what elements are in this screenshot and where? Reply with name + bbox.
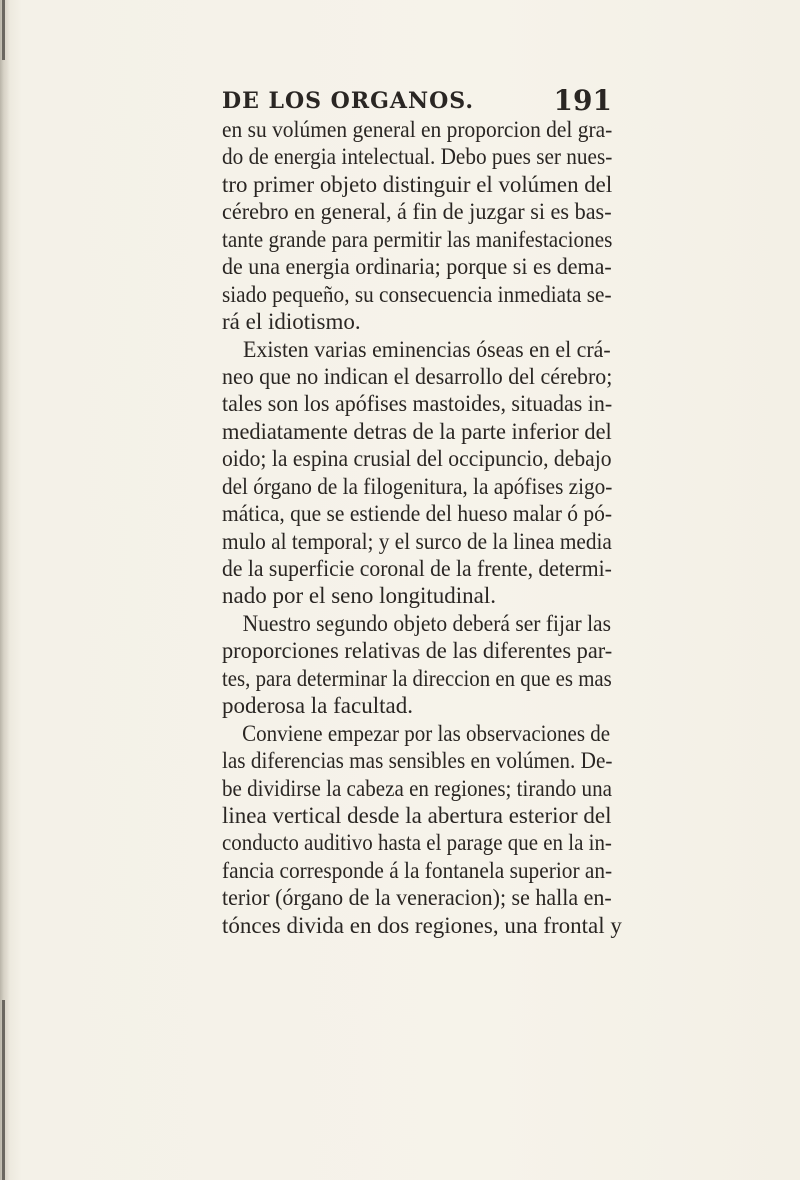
page-header bbox=[222, 84, 612, 118]
text-line: proporciones relativas de las diferentes par- bbox=[222, 638, 613, 664]
text-line: do de energia intelectual. Debo pues ser nues- bbox=[222, 144, 613, 170]
text-line: cérebro en general, á fin de juzgar si es bas- bbox=[222, 199, 612, 225]
text-line: oido; la espina crusial del occipuncio, debajo bbox=[222, 446, 612, 472]
text-line: siado pequeño, su consecuencia inmediata se- bbox=[222, 281, 612, 307]
text-line: de la superficie coronal de la frente, determi- bbox=[222, 556, 612, 581]
text-line: rá el idiotismo. bbox=[222, 309, 361, 335]
text-line: las diferencias mas sensibles en volúmen. De- bbox=[222, 748, 613, 774]
text-line: conducto auditivo hasta el parage que en la in- bbox=[222, 830, 612, 856]
edge-mark bbox=[2, 1000, 5, 1180]
text-line: linea vertical desde la abertura esterior del bbox=[222, 802, 612, 828]
page-number: 191 bbox=[553, 84, 612, 117]
text-line: Conviene empezar por las observaciones de bbox=[242, 720, 611, 746]
text-line: tónces divida en dos regiones, una frontal y bbox=[222, 912, 622, 938]
text-line: nado por el seno longitudinal. bbox=[222, 583, 497, 609]
text-line: be dividirse la cabeza en regiones; tirando una bbox=[222, 775, 612, 801]
text-line: Existen varias eminencias óseas en el crá- bbox=[242, 336, 611, 362]
text-line: neo que no indican el desarrollo del cérebro; bbox=[222, 363, 613, 389]
edge-mark bbox=[2, 0, 5, 60]
text-line: en su volúmen general en proporcion del gra- bbox=[222, 117, 613, 142]
text-line: Nuestro segundo objeto deberá ser fijar las bbox=[242, 610, 612, 636]
text-line: tes, para determinar la direccion en que es mas bbox=[222, 665, 612, 691]
text-line: del órgano de la filogenitura, la apófises zigo- bbox=[222, 473, 613, 499]
text-line: mática, que se estiende del hueso malar ó pó- bbox=[222, 501, 613, 527]
text-line: mulo al temporal; y el surco de la linea media bbox=[222, 528, 612, 554]
text-line: de una energia ordinaria; porque si es dema- bbox=[222, 254, 612, 280]
text-line: fancia corresponde á la fontanela superior an- bbox=[222, 857, 613, 883]
running-head: DE LOS ORGANOS. bbox=[222, 88, 475, 114]
text-line: tante grande para permitir las manifestaciones bbox=[222, 226, 613, 252]
text-line: poderosa la facultad. bbox=[222, 693, 413, 719]
text-line: mediatamente detras de la parte inferior del bbox=[222, 418, 612, 444]
body-text bbox=[222, 116, 622, 939]
text-line: terior (órgano de la veneracion); se halla en- bbox=[222, 885, 612, 911]
text-line: tro primer objeto distinguir el volúmen del bbox=[222, 171, 613, 197]
text-line: tales son los apófises mastoides, situadas in- bbox=[222, 391, 613, 417]
